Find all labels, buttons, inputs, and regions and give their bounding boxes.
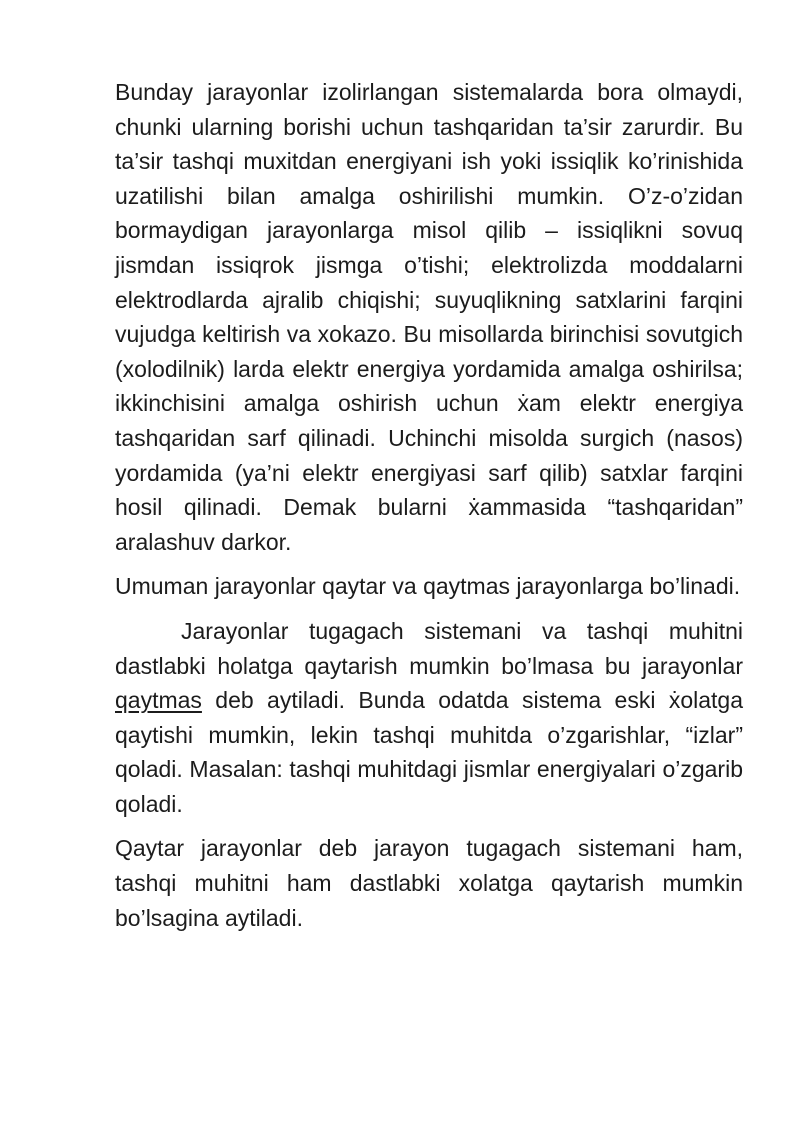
paragraph-process-classification: Umuman jarayonlar qaytar va qaytmas jarayonlarga bo’linadi.: [115, 573, 741, 600]
definition-text-before: Jarayonlar tugagach sistemani va tashqi muhitni dastlabki holatga qaytarish mumkin bo’lmasa bu jarayonlar: [115, 617, 743, 679]
paragraph-irreversible-examples: Bunday jarayonlar izolirlangan sistemalarda bora olmaydi, chunki ularning borishi uchun tashqaridan ta’sir zarurdir. Bu ta’sir tashqi muxitdan energiyani ish yoki issiqlik ko’rinishida uzatilishi bilan amalga oshirilishi mumkin. O’z-o’zidan bormaydigan jarayonlarga misol qilib – issiqlikni sovuq jismdan issiqrok jismga o’tishi; elektrolizda moddalarni elektrodlarda ajralib chiqishi; suyuqlikning satxlarini farqini vujudga keltirish va xokazo. Bu misollarda birinchisi sovutgich (xolodilnik) larda elektr energiya yordamida amalga oshirilsa; ikkinchisini amalga oshirish uchun ẋam elektr energiya tashqaridan sarf qilinadi. Uchinchi misolda surgich (nasos) yordamida (ya’ni elektr energiyasi sarf qilib) satxlar farqini hosil qilinadi. Demak bularni ẋammasida “tashqaridan” aralashuv darkor.: [115, 79, 743, 555]
document-page: [115, 75, 743, 945]
underlined-term-qaytmas: qaytmas: [115, 687, 202, 714]
paragraph-irreversible-definition: [115, 614, 743, 822]
definition-text-after: deb aytiladi. Bunda odatda sistema eski ẋolatga qaytishi mumkin, lekin tashqi muhitda o’zgarishlar, “izlar” qoladi. Masalan: tashqi muhitdagi jismlar energiyalari o’zgarib qoladi.: [115, 687, 743, 817]
paragraph-reversible-definition: Qaytar jarayonlar deb jarayon tugagach sistemani ham, tashqi muhitni ham dastlabki xolatga qaytarish mumkin bo’lsagina aytiladi.: [115, 835, 743, 931]
